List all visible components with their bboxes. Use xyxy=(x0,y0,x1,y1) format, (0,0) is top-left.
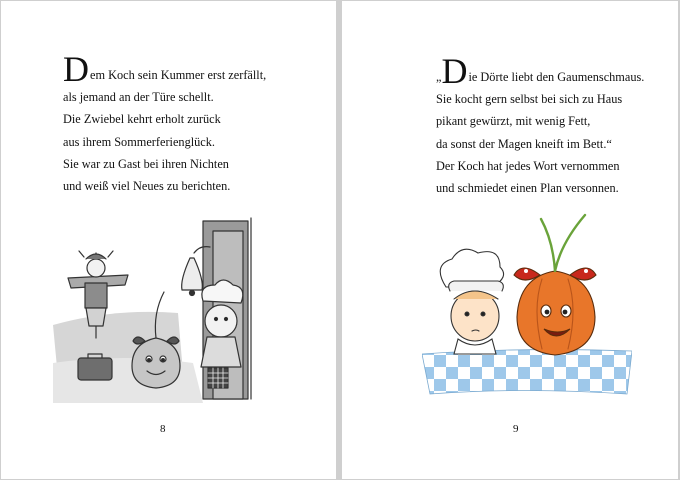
left-page-verse xyxy=(63,49,267,197)
verse-line-text: em Koch sein Kummer erst zerfällt, xyxy=(90,68,267,82)
left-page xyxy=(1,1,336,479)
verse-line-5: Der Koch hat jedes Wort vernommen xyxy=(436,158,620,173)
drop-cap: D xyxy=(441,51,468,91)
verse-line-5: Sie war zu Gast bei ihren Nichten xyxy=(63,156,229,171)
verse-line-4: da sonst der Magen kneift im Bett.“ xyxy=(436,136,612,151)
onion-at-door-illustration xyxy=(53,213,258,403)
verse-line-6: und schmiedet einen Plan versonnen. xyxy=(436,181,619,196)
verse-line-6: und weiß viel Neues zu berichten. xyxy=(63,179,231,194)
verse-line-text: ie Dörte liebt den Gaumenschmaus. xyxy=(468,70,645,84)
drop-cap: D xyxy=(63,49,89,89)
right-page-verse xyxy=(436,51,645,199)
chef-and-onion-illustration xyxy=(422,199,632,399)
verse-line-4: aus ihrem Sommerferienglück. xyxy=(63,134,215,149)
right-page xyxy=(342,1,678,479)
page-number: 8 xyxy=(160,423,166,435)
page-number: 9 xyxy=(513,423,519,435)
verse-line-3: pikant gewürzt, mit wenig Fett, xyxy=(436,114,591,129)
opening-quote: „ xyxy=(436,70,442,84)
verse-line-2: Sie kocht gern selbst bei sich zu Haus xyxy=(436,92,623,107)
verse-line-1 xyxy=(63,49,267,89)
verse-line-1 xyxy=(436,51,645,91)
verse-line-2: als jemand an der Türe schellt. xyxy=(63,90,214,105)
verse-line-3: Die Zwiebel kehrt erholt zurück xyxy=(63,112,221,127)
